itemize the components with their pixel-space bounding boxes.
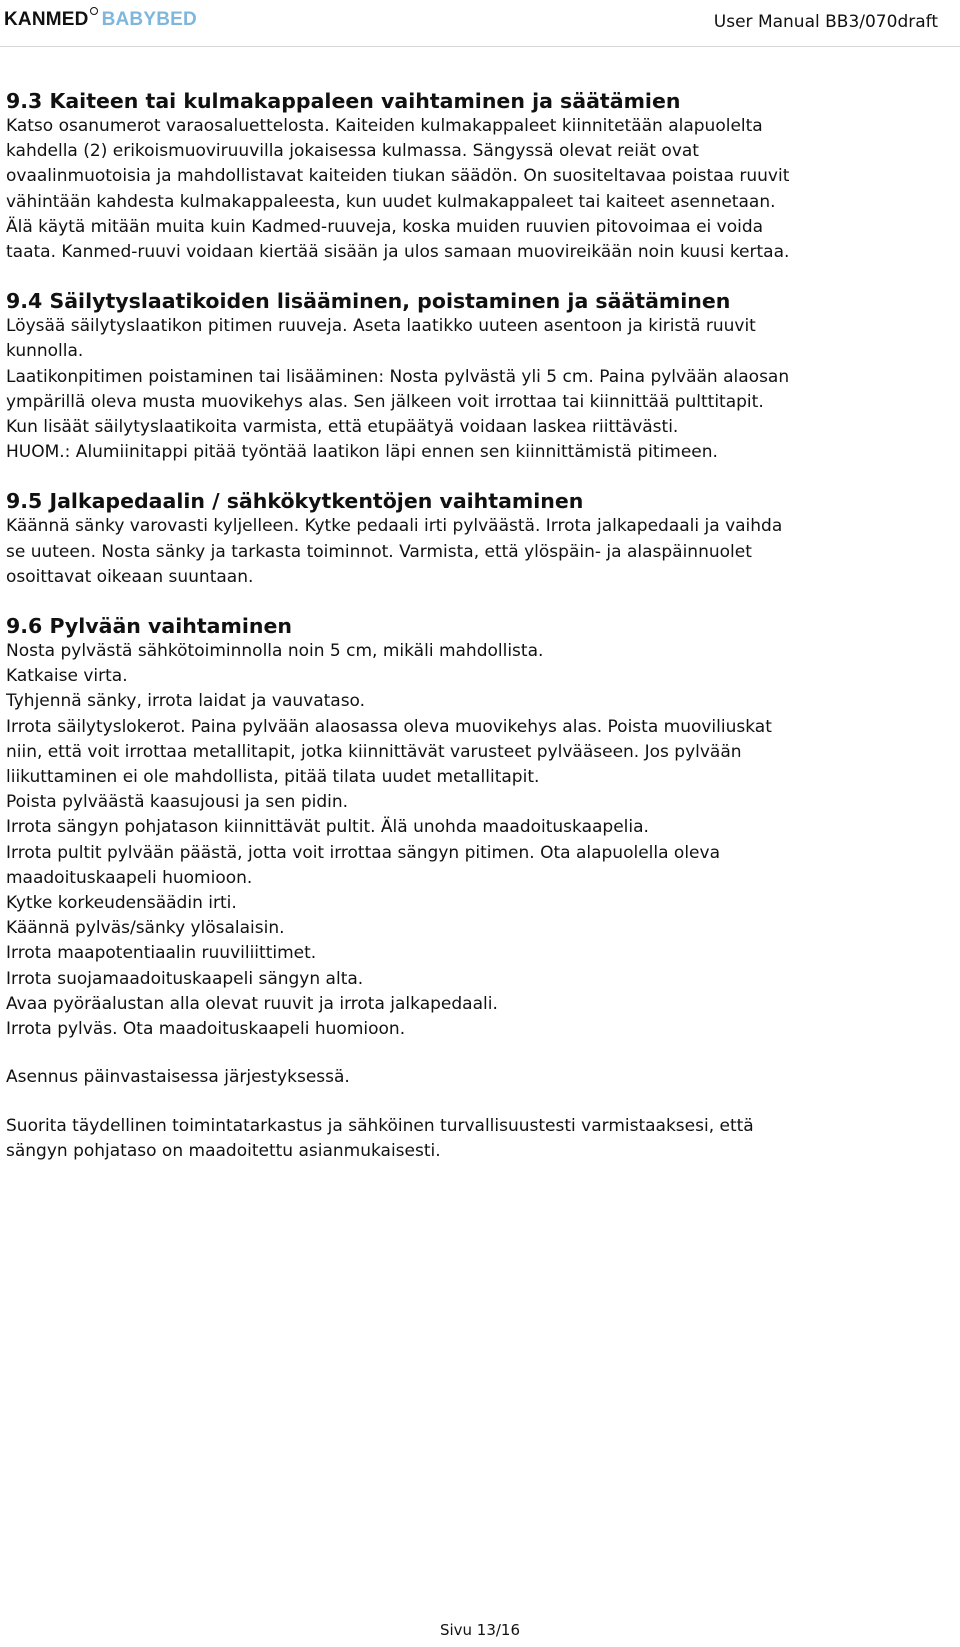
body-text-line: ympärillä oleva musta muovikehys alas. Sen jälkeen voit irrottaa tai kiinnittää pulttitapit.	[6, 391, 764, 412]
body-text-line: Älä käytä mitään muita kuin Kadmed-ruuveja, koska muiden ruuvien pitovoimaa ei voida	[6, 216, 764, 237]
body-text-line: Avaa pyöräalustan alla olevat ruuvit ja irrota jalkapedaali.	[6, 993, 498, 1014]
section-title: 9.4 Säilytyslaatikoiden lisääminen, poistaminen ja säätäminen	[6, 289, 731, 314]
section-title: 9.6 Pylvään vaihtaminen	[6, 614, 292, 639]
body-text-line: niin, että voit irrottaa metallitapit, jotka kiinnittävät varusteet pylvääseen. Jos pylvään	[6, 741, 742, 762]
body-text-line: Nosta pylvästä sähkötoiminnolla noin 5 cm, mikäli mahdollista.	[6, 641, 544, 662]
body-text-line: Kun lisäät säilytyslaatikoita varmista, että etupäätyä voidaan laskea riittävästi.	[6, 417, 679, 438]
body-text-line: kunnolla.	[6, 341, 84, 362]
logo-babybed-text: BABYBED	[101, 9, 197, 30]
document-id: User Manual BB3/070draft	[713, 12, 938, 32]
section	[6, 488, 950, 590]
body-text-line: Irrota pylväs. Ota maadoituskaapeli huomioon.	[6, 1019, 406, 1040]
body-text-line: Löysää säilytyslaatikon pitimen ruuveja. Aseta laatikko uuteen asentoon ja kiristä ruuvit	[6, 316, 756, 337]
body-text-line: Käännä sänky varovasti kyljelleen. Kytke pedaali irti pylväästä. Irrota jalkapedaali ja vaihda	[6, 516, 783, 537]
body-text-line: Laatikonpitimen poistaminen tai lisääminen: Nosta pylvästä yli 5 cm. Paina pylvään alaosan	[6, 366, 790, 387]
body-text-line: Tyhjennä sänky, irrota laidat ja vauvataso.	[6, 691, 366, 712]
body-text-line: sängyn pohjataso on maadoitettu asianmukaisesti.	[6, 1140, 441, 1161]
section	[6, 288, 950, 465]
body-text-line: Asennus päinvastaisessa järjestyksessä.	[6, 1067, 350, 1088]
body-text-line: maadoituskaapeli huomioon.	[6, 867, 253, 888]
registered-mark-icon	[90, 7, 98, 15]
body-text-line: Suorita täydellinen toimintatarkastus ja sähköinen turvallisuustesti varmistaaksesi, että	[6, 1115, 754, 1136]
page-number: Sivu 13/16	[439, 1621, 521, 1639]
body-text-line: Kytke korkeudensäädin irti.	[6, 893, 237, 914]
body-text-line: Irrota maapotentiaalin ruuviliittimet.	[6, 943, 317, 964]
body-text-line: Käännä pylväs/sänky ylösalaisin.	[6, 918, 285, 939]
section	[6, 613, 950, 1164]
closing-paragraph	[6, 1065, 950, 1090]
header-divider	[0, 46, 960, 47]
body-text-line: osoittavat oikeaan suuntaan.	[6, 566, 254, 587]
body-text-line: liikuttaminen ei ole mahdollista, pitää tilata uudet metallitapit.	[6, 767, 540, 788]
body-text-line: Irrota sängyn pohjatason kiinnittävät pultit. Älä unohda maadoituskaapelia.	[6, 817, 649, 838]
body-text-line: se uuteen. Nosta sänky ja tarkasta toiminnot. Varmista, että ylöspäin- ja alaspäinnuolet	[6, 541, 752, 562]
closing-paragraph	[6, 1114, 950, 1164]
body-text-line: HUOM.: Alumiinitappi pitää työntää laatikon läpi ennen sen kiinnittämistä pitimeen.	[6, 442, 718, 463]
body-text-line: ovaalinmuotoisia ja mahdollistavat kaiteiden tiukan säädön. On suositeltavaa poistaa ruuvit	[6, 166, 790, 187]
body-text-line: kahdella (2) erikoismuoviruuvilla jokaisessa kulmassa. Sängyssä olevat reiät ovat	[6, 141, 699, 162]
body-text-line: vähintään kahdesta kulmakappaleesta, kun uudet kulmakappaleet tai kaiteet asennetaan.	[6, 191, 776, 212]
body-text-line: Irrota säilytyslokerot. Paina pylvään alaosassa oleva muovikehys alas. Poista muoviliuskat	[6, 716, 772, 737]
section-title: 9.5 Jalkapedaalin / sähkökytkentöjen vaihtaminen	[6, 489, 584, 514]
logo-kanmed-text: KANMED	[4, 9, 89, 30]
body-text-line: Katkaise virta.	[6, 666, 128, 687]
manual-content	[6, 88, 950, 1187]
body-text-line: Poista pylväästä kaasujousi ja sen pidin.	[6, 792, 349, 813]
section-title: 9.3 Kaiteen tai kulmakappaleen vaihtaminen ja säätämien	[6, 89, 681, 113]
body-text-line: taata. Kanmed-ruuvi voidaan kiertää sisään ja ulos samaan muovireikään noin kuusi kertaa.	[6, 242, 790, 263]
body-text-line: Irrota suojamaadoituskaapeli sängyn alta.	[6, 968, 364, 989]
body-text-line: Katso osanumerot varaosaluettelosta. Kaiteiden kulmakappaleet kiinnitetään alapuolelta	[6, 116, 763, 136]
page-header	[0, 0, 960, 48]
kanmed-babybed-logo	[4, 9, 197, 31]
body-text-line: Irrota pultit pylvään päästä, jotta voit irrottaa sängyn pitimen. Ota alapuolella oleva	[6, 842, 720, 863]
section	[6, 88, 950, 265]
